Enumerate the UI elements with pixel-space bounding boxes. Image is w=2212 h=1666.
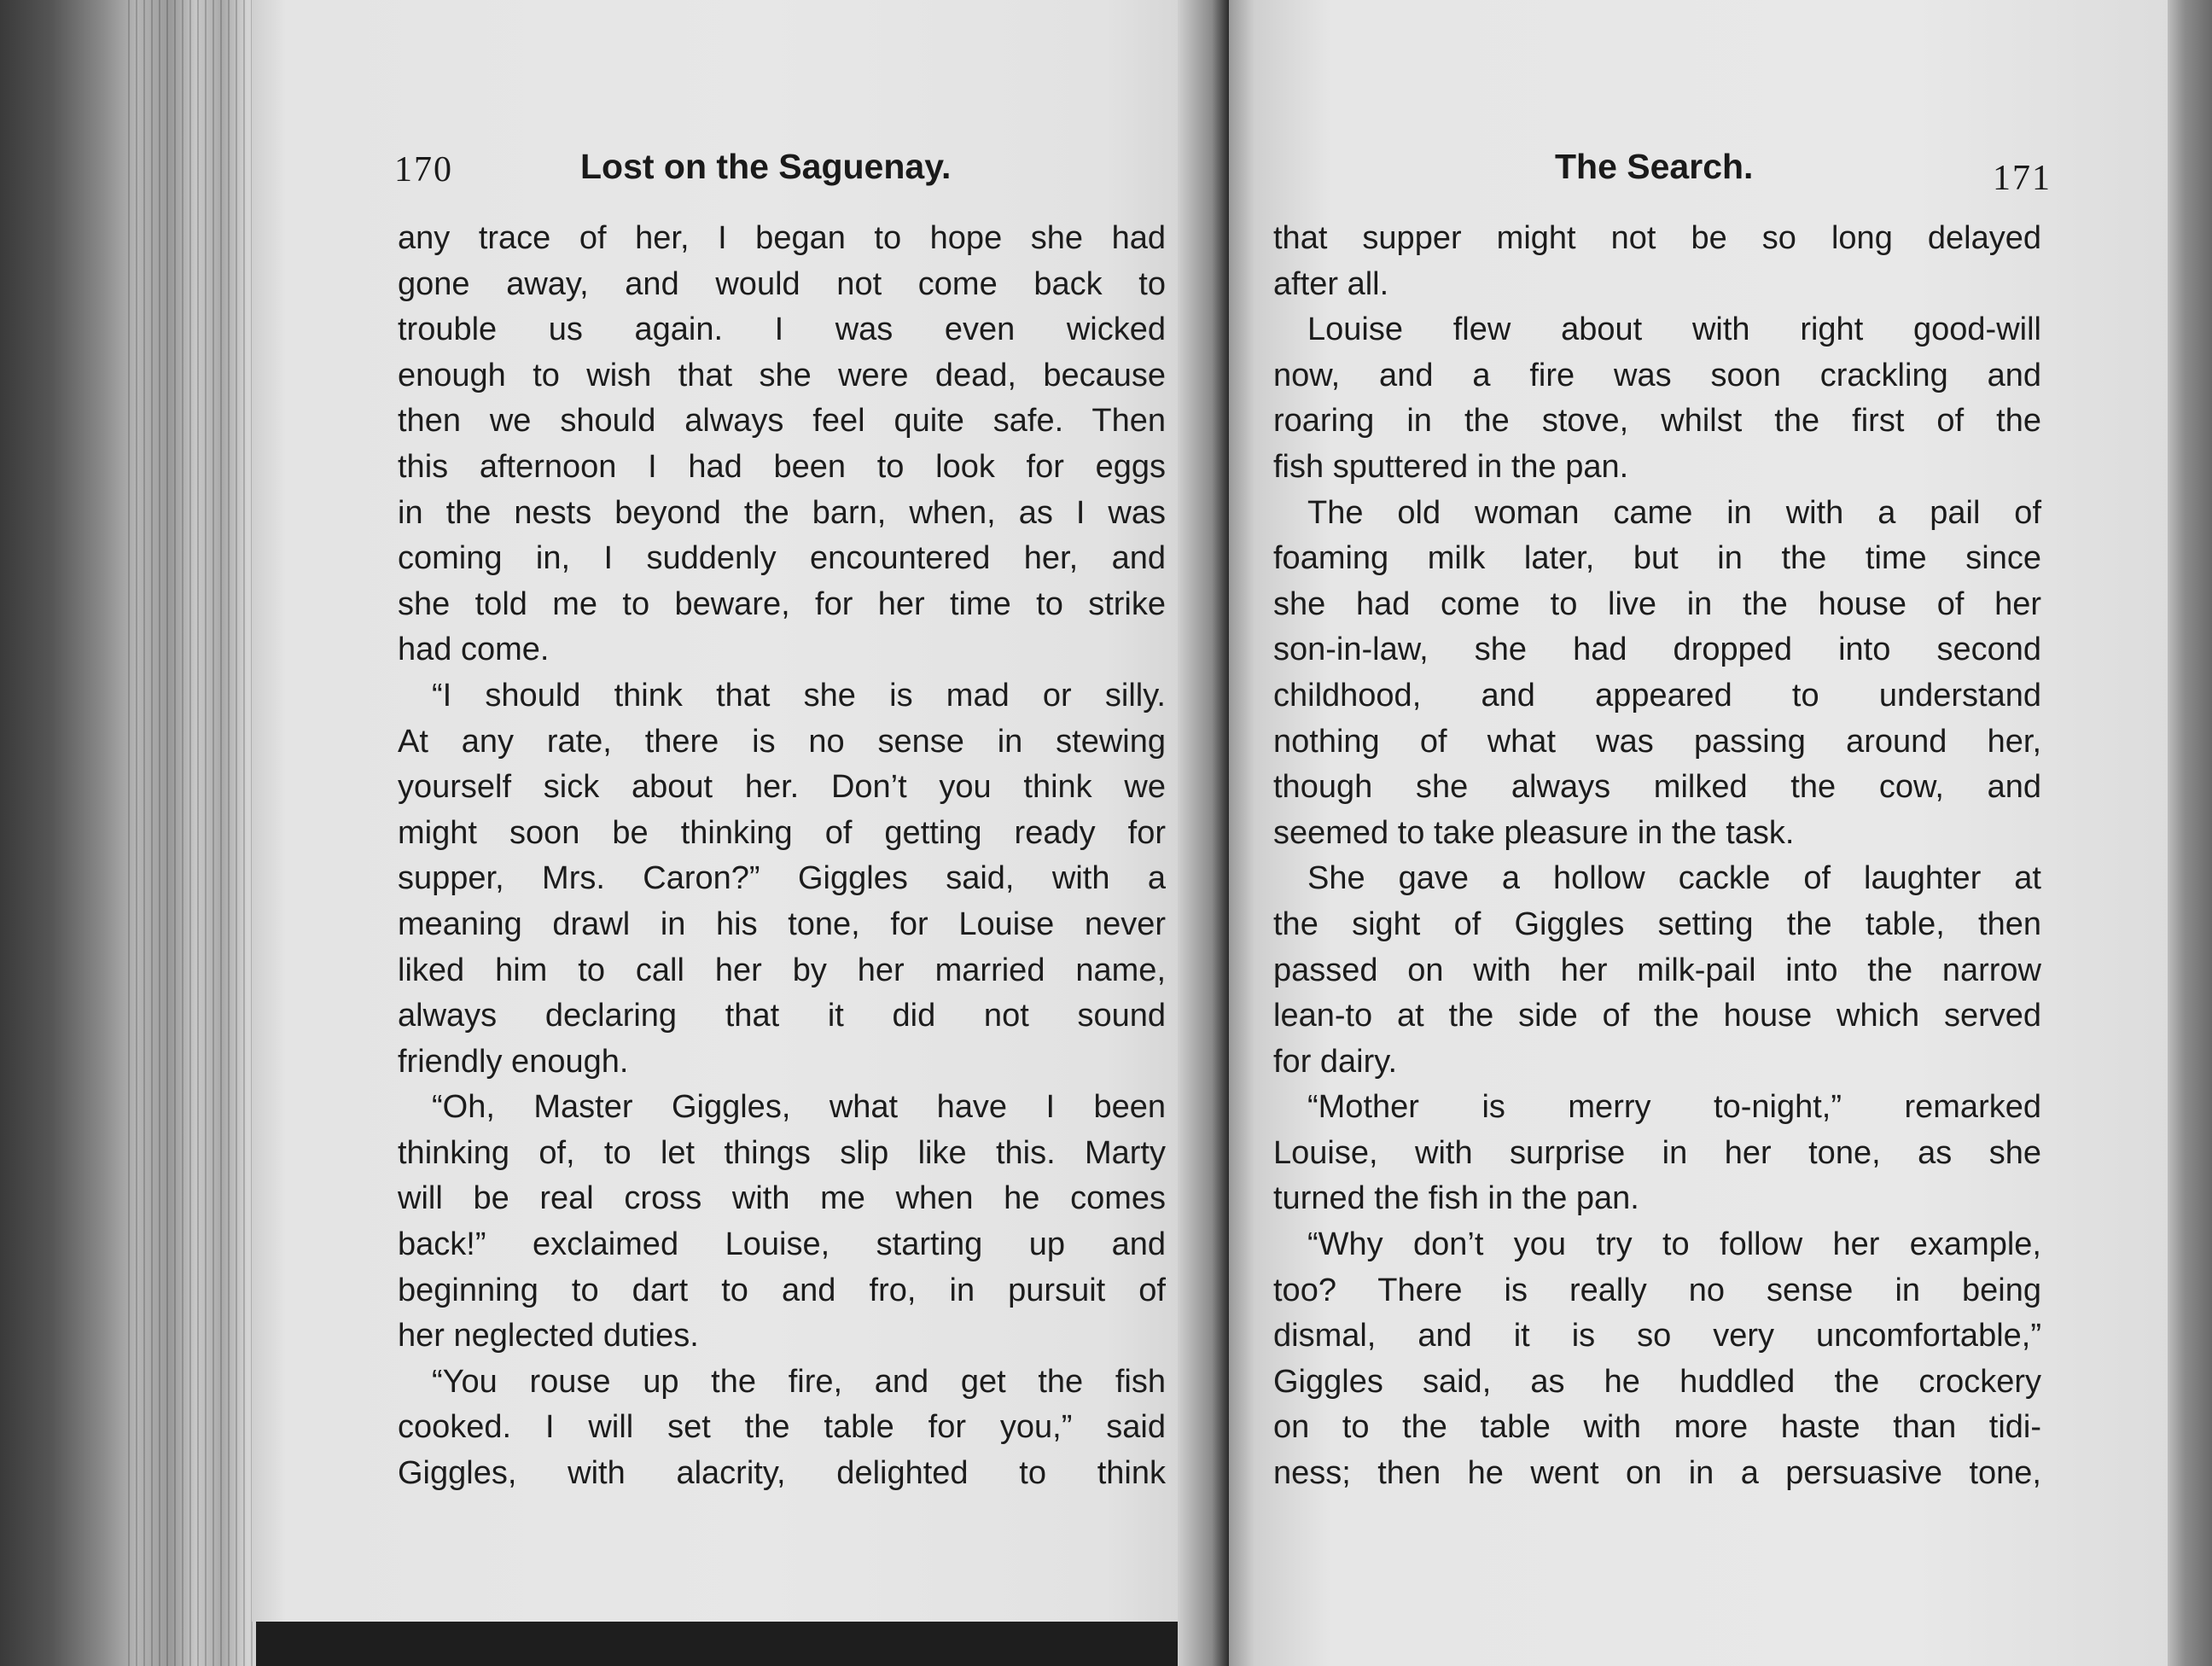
text-line: friendly enough. [398,1043,629,1080]
text-line: “You rouse up the fire, and get the fish [432,1363,1166,1400]
text-line: though she always milked the cow, and [1273,769,2041,806]
text-line: ness; then he went on in a persuasive tone, [1273,1455,2041,1492]
text-line: The old woman came in with a pail of [1307,494,2041,531]
text-line: she had come to live in the house of her [1273,585,2041,622]
right-page-body [1273,216,2041,1497]
text-line: childhood, and appeared to understand [1273,677,2041,714]
text-line: thinking of, to let things slip like this. Marty [398,1134,1166,1171]
left-running-head: Lost on the Saguenay. [580,147,952,186]
text-line: dismal, and it is so very uncomfortable,” [1273,1318,2041,1354]
text-line: back!” exclaimed Louise, starting up and [398,1226,1166,1263]
text-line: “Why don’t you try to follow her example, [1307,1226,2041,1263]
text-line: after all. [1273,265,1389,302]
text-line: She gave a hollow cackle of laughter at [1307,860,2041,897]
text-line: passed on with her milk-pail into the narrow [1273,952,2041,988]
text-line: turned the fish in the pan. [1273,1180,1639,1217]
text-line: roaring in the stove, whilst the first of the [1273,403,2041,440]
text-line: fish sputtered in the pan. [1273,448,1629,485]
text-line: her neglected duties. [398,1318,699,1354]
left-page-number: 170 [394,150,453,189]
text-line: that supper might not be so long delayed [1273,220,2041,256]
text-line: on to the table with more haste than tidi- [1273,1409,2041,1446]
text-line: enough to wish that she were dead, because [398,357,1166,393]
text-line: any trace of her, I began to hope she had [398,220,1166,256]
text-line: liked him to call her by her married name, [398,952,1166,988]
text-line: meaning drawl in his tone, for Louise never [398,906,1166,942]
text-line: son-in-law, she had dropped into second [1273,632,2041,668]
right-page-number: 171 [1993,159,2052,198]
text-line: then we should always feel quite safe. Then [398,403,1166,440]
text-line: too? There is really no sense in being [1273,1272,2041,1308]
text-line: foaming milk later, but in the time since [1273,540,2041,577]
text-line: this afternoon I had been to look for eggs [398,448,1166,485]
text-line: might soon be thinking of getting ready for [398,814,1166,851]
text-line: yourself sick about her. Don’t you think we [398,769,1166,806]
text-line: coming in, I suddenly encountered her, and [398,540,1166,577]
text-line: beginning to dart to and fro, in pursuit of [398,1272,1166,1308]
text-line: “I should think that she is mad or silly. [432,677,1166,714]
text-line: had come. [398,632,550,668]
text-line: the sight of Giggles setting the table, then [1273,906,2041,942]
text-line: Giggles, with alacrity, delighted to think [398,1455,1166,1492]
text-line: she told me to beware, for her time to strike [398,585,1166,622]
text-line: nothing of what was passing around her, [1273,723,2041,760]
text-line: seemed to take pleasure in the task. [1273,814,1795,851]
right-page-edges [2168,0,2212,1666]
text-line: Louise flew about with right good-will [1307,312,2041,348]
text-line: will be real cross with me when he comes [398,1180,1166,1217]
text-line: Louise, with surprise in her tone, as she [1273,1134,2041,1171]
text-line: lean-to at the side of the house which served [1273,998,2041,1034]
text-line: for dairy. [1273,1043,1398,1080]
left-page-body [398,216,1166,1497]
text-line: Giggles said, as he huddled the crockery [1273,1363,2041,1400]
text-line: cooked. I will set the table for you,” said [398,1409,1166,1446]
text-line: gone away, and would not come back to [398,265,1166,302]
text-line: At any rate, there is no sense in stewing [398,723,1166,760]
text-line: in the nests beyond the barn, when, as I was [398,494,1166,531]
left-page-edges [0,0,256,1666]
text-line: now, and a fire was soon crackling and [1273,357,2041,393]
text-line: always declaring that it did not sound [398,998,1166,1034]
right-running-head: The Search. [1555,147,1754,186]
text-line: “Mother is merry to-night,” remarked [1307,1089,2041,1126]
text-line: trouble us again. I was even wicked [398,312,1166,348]
text-line: “Oh, Master Giggles, what have I been [432,1089,1166,1126]
text-line: supper, Mrs. Caron?” Giggles said, with a [398,860,1166,897]
